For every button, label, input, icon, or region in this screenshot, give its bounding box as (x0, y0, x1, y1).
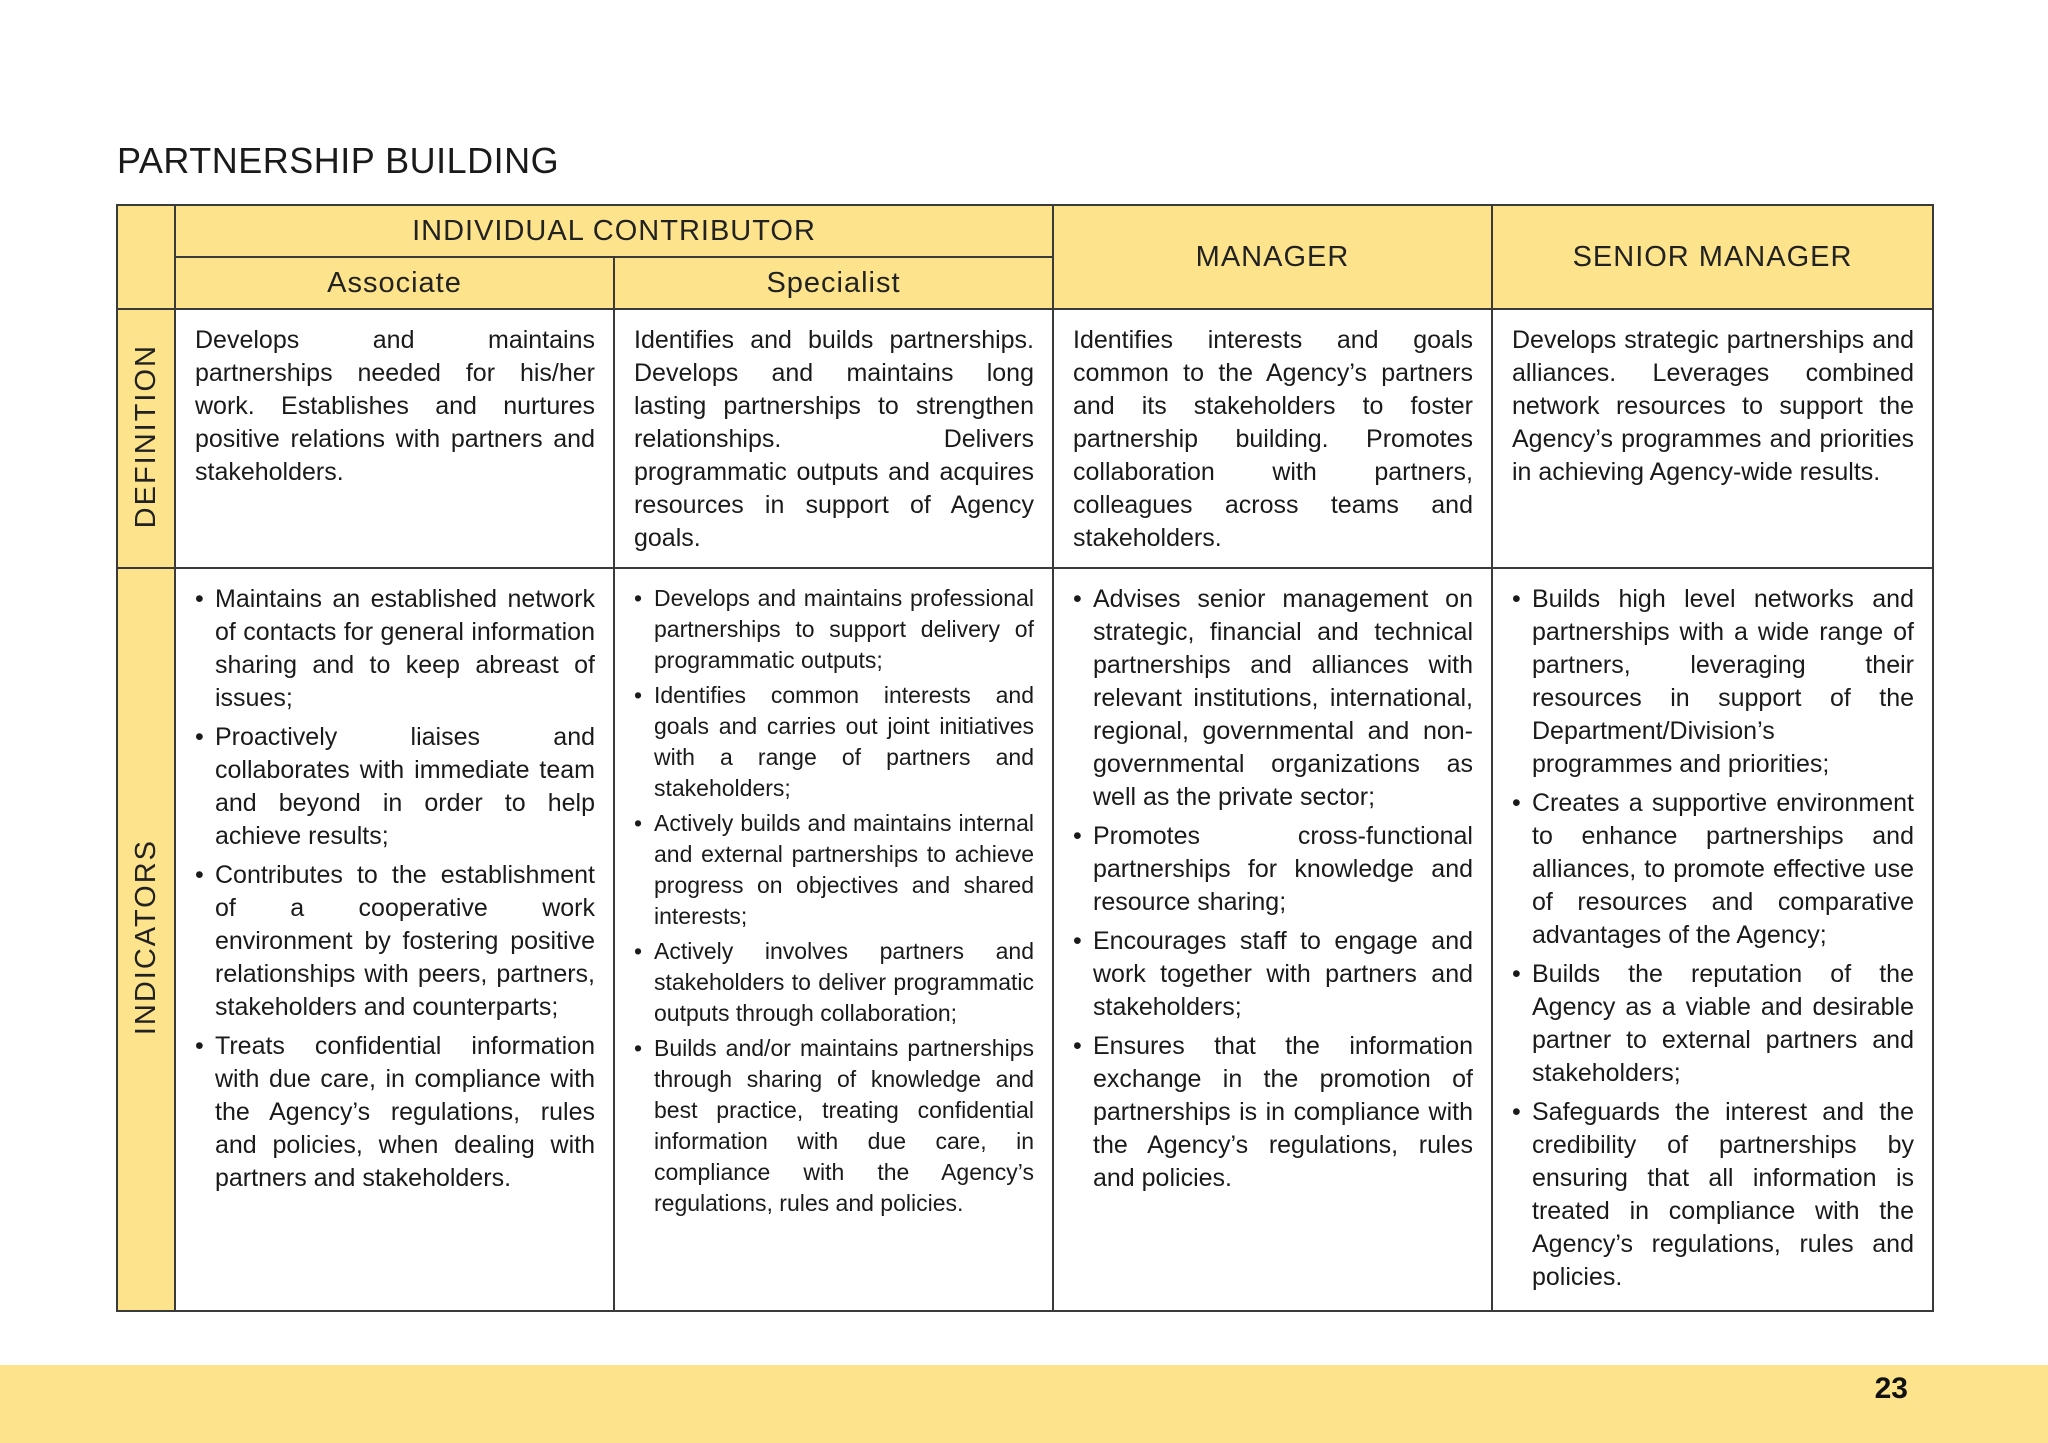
list-item: • Actively builds and maintains internal and external partnerships to achieve progress on objectives and shared interests; (634, 808, 1034, 932)
definition-senior-manager-cell (1492, 309, 1933, 568)
corner-cell (117, 205, 175, 309)
list-item: • Ensures that the information exchange in the promotion of partnerships is in compliance with the Agency’s regulations, rules and policies. (1073, 1030, 1473, 1195)
indicators-label: INDICATORS (129, 838, 162, 1036)
row-label-indicators (117, 568, 175, 1311)
definition-senior-manager: Develops strategic partnerships and alliances. Leverages combined network resources to support the Agency’s programmes and priorities in achieving Agency-wide results. (1512, 326, 1914, 486)
list-item: • Identifies common interests and goals and carries out joint initiatives with a range of partners and stakeholders; (634, 680, 1034, 804)
definition-associate: Develops and maintains partnerships needed for his/her work. Establishes and nurtures positive relations with partners and stakeholders. (195, 326, 595, 486)
indicators-senior-manager-list (1512, 583, 1914, 1294)
header-senior-manager: SENIOR MANAGER (1492, 205, 1933, 309)
list-item: • Promotes cross-functional partnerships for knowledge and resource sharing; (1073, 820, 1473, 919)
header-specialist: Specialist (614, 257, 1053, 309)
indicators-manager-cell (1053, 568, 1492, 1311)
competency-table (116, 204, 1934, 1312)
definition-specialist: Identifies and builds partnerships. Develops and maintains long lasting partnerships to strengthen relationships. Delivers programmatic outputs and acquires resources in support of Agency goals. (634, 326, 1034, 552)
header-individual-contributor: INDIVIDUAL CONTRIBUTOR (175, 205, 1053, 257)
list-item: • Proactively liaises and collaborates with immediate team and beyond in order to help achieve results; (195, 721, 595, 853)
indicators-senior-manager-cell (1492, 568, 1933, 1311)
list-item: • Encourages staff to engage and work together with partners and stakeholders; (1073, 925, 1473, 1024)
list-item: • Contributes to the establishment of a cooperative work environment by fostering positive relationships with peers, partners, stakeholders and counterparts; (195, 859, 595, 1024)
list-item: • Builds and/or maintains partnerships through sharing of knowledge and best practice, treating confidential information with due care, in compliance with the Agency’s regulations, rules and policies. (634, 1033, 1034, 1219)
list-item: • Maintains an established network of contacts for general information sharing and to keep abreast of issues; (195, 583, 595, 715)
list-item: • Treats confidential information with due care, in compliance with the Agency’s regulations, rules and policies, when dealing with partners and stakeholders. (195, 1030, 595, 1195)
list-item: • Safeguards the interest and the credibility of partnerships by ensuring that all information is treated in compliance with the Agency’s regulations, rules and policies. (1512, 1096, 1914, 1294)
footer-band (0, 1365, 2048, 1443)
list-item: • Actively involves partners and stakeholders to deliver programmatic outputs through collaboration; (634, 936, 1034, 1029)
definition-specialist-cell (614, 309, 1053, 568)
header-manager: MANAGER (1053, 205, 1492, 309)
indicators-specialist-cell (614, 568, 1053, 1311)
list-item: • Builds high level networks and partnerships with a wide range of partners, leveraging their resources in support of the Department/Division’s programmes and priorities; (1512, 583, 1914, 781)
header-associate: Associate (175, 257, 614, 309)
page-number: 23 (1874, 1372, 1908, 1405)
list-item: • Creates a supportive environment to enhance partnerships and alliances, to promote effective use of resources and comparative advantages of the Agency; (1512, 787, 1914, 952)
list-item: • Advises senior management on strategic, financial and technical partnerships and alliances with relevant institutions, international, regional, governmental and non-governmental organizations as well as the private sector; (1073, 583, 1473, 814)
indicators-specialist-list (634, 583, 1034, 1219)
page-title: PARTNERSHIP BUILDING (117, 140, 560, 181)
definition-manager: Identifies interests and goals common to the Agency’s partners and its stakeholders to foster partnership building. Promotes collaboration with partners, colleagues across teams and stakeholders. (1073, 326, 1473, 552)
list-item: • Builds the reputation of the Agency as a viable and desirable partner to external partners and stakeholders; (1512, 958, 1914, 1090)
list-item: • Develops and maintains professional partnerships to support delivery of programmatic outputs; (634, 583, 1034, 676)
definition-label: DEFINITION (129, 343, 162, 529)
indicators-manager-list (1073, 583, 1473, 1195)
indicators-associate-cell (175, 568, 614, 1311)
definition-manager-cell (1053, 309, 1492, 568)
definition-associate-cell (175, 309, 614, 568)
row-label-definition (117, 309, 175, 568)
indicators-associate-list (195, 583, 595, 1195)
